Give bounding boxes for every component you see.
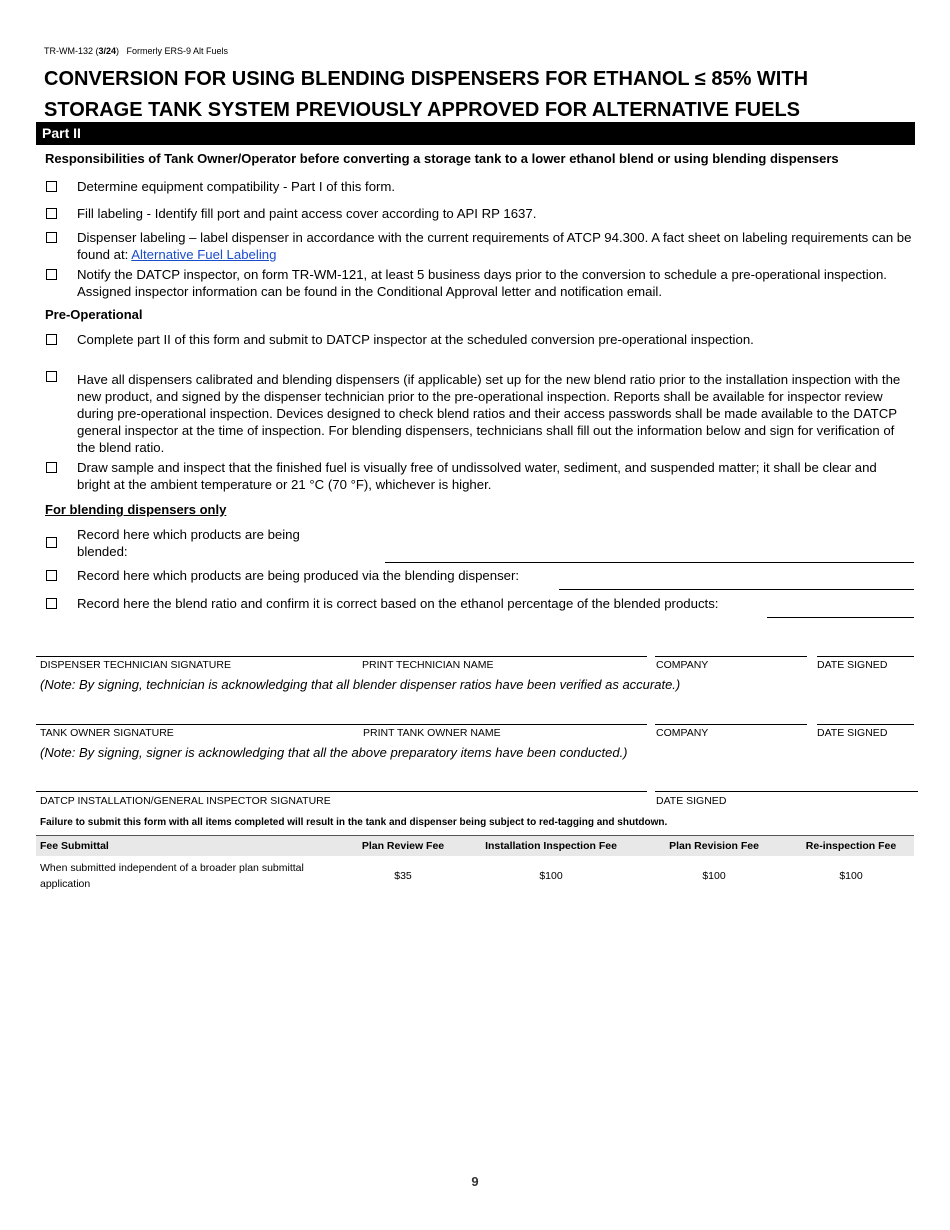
item-blend-ratio: Record here the blend ratio and confirm it is correct based on the ethanol percentage of the blended products:	[77, 596, 719, 611]
item-compatibility: Determine equipment compatibility - Part I of this form.	[77, 179, 396, 194]
item-notify-inspector: Notify the DATCP inspector, on form TR-WM-121, at least 5 business days prior to the conversion to schedule a pre-operational inspection. Assigned inspector information can be found in the Conditional Approval letter and notification email.	[77, 267, 887, 299]
page-title	[44, 64, 924, 126]
dispenser-labeling-text: Dispenser labeling – label dispenser in accordance with the current requirements of ATCP 94.300. A fact sheet on labeling requirements can be found at:	[77, 230, 912, 262]
owner-signature-label: TANK OWNER SIGNATURE	[40, 727, 174, 739]
responsibilities-heading: Responsibilities of Tank Owner/Operator before converting a storage tank to a lower ethanol blend or using blending dispensers	[45, 151, 839, 166]
technician-date-line[interactable]	[817, 656, 914, 657]
owner-company-line[interactable]	[655, 724, 807, 725]
technician-signature-label: DISPENSER TECHNICIAN SIGNATURE	[40, 659, 231, 671]
inspector-date-line[interactable]	[655, 791, 918, 792]
part-header: Part II	[36, 122, 915, 145]
blending-heading: For blending dispensers only	[45, 502, 227, 517]
failure-notice: Failure to submit this form with all items completed will result in the tank and dispenser being subject to red-tagging and shutdown.	[40, 817, 668, 828]
fee-cell-description: When submitted independent of a broader plan submittal application	[40, 862, 304, 890]
item-products-produced: Record here which products are being produced via the blending dispenser:	[77, 568, 520, 583]
checkbox-products-produced[interactable]	[46, 570, 57, 581]
item-calibrate-dispensers: Have all dispensers calibrated and blending dispensers (if applicable) set up for the new blend ratio prior to the installation inspection with the new product, and signed by the dispenser technician prior to the pre-operational inspection. Reports shall be available for inspector review during pre-operational inspection. Devices designed to check blend ratios and their access passwords shall be made available to the DATCP general inspector at the time of inspection. For blending dispensers, technicians shall fill out the information below and sign for verification of the blend ratio.	[77, 372, 901, 455]
table-row	[36, 856, 914, 896]
checkbox-draw-sample[interactable]	[46, 462, 57, 473]
owner-note: (Note: By signing, signer is acknowledging that all the above preparatory items have been conducted.)	[40, 745, 628, 760]
owner-name-label: PRINT TANK OWNER NAME	[363, 727, 501, 739]
fee-header-plan-review: Plan Review Fee	[344, 836, 462, 857]
title-line-1: CONVERSION FOR USING BLENDING DISPENSERS FOR ETHANOL ≤ 85% WITH	[44, 68, 809, 90]
fee-header-reinspection: Re-inspection Fee	[788, 836, 914, 857]
item-products-blended: Record here which products are being blended:	[77, 527, 300, 559]
page-number: 9	[471, 1174, 479, 1189]
checkbox-dispenser-labeling[interactable]	[46, 232, 57, 243]
technician-company-line[interactable]	[655, 656, 807, 657]
products-produced-line[interactable]	[559, 589, 914, 590]
checkbox-calibrate-dispensers[interactable]	[46, 371, 57, 382]
fee-header-plan-revision: Plan Revision Fee	[640, 836, 788, 857]
checkbox-compatibility[interactable]	[46, 181, 57, 192]
form-number: TR-WM-132 (3/24) Formerly ERS-9 Alt Fuels	[44, 46, 229, 56]
technician-name-label: PRINT TECHNICIAN NAME	[362, 659, 494, 671]
fee-table-header	[36, 836, 914, 857]
title-line-2: STORAGE TANK SYSTEM PREVIOUSLY APPROVED FOR ALTERNATIVE FUELS	[44, 99, 801, 121]
alternative-fuel-labeling-link[interactable]: Alternative Fuel Labeling	[131, 247, 277, 262]
owner-company-label: COMPANY	[656, 727, 709, 739]
checkbox-blend-ratio[interactable]	[46, 598, 57, 609]
inspector-signature-line[interactable]	[36, 791, 647, 792]
blend-ratio-line[interactable]	[767, 617, 914, 618]
revision-date: 3/24	[98, 46, 117, 56]
pre-operational-heading: Pre-Operational	[45, 307, 143, 322]
technician-company-label: COMPANY	[656, 659, 709, 671]
formerly-note: Formerly ERS-9 Alt Fuels	[126, 46, 229, 56]
owner-date-line[interactable]	[817, 724, 914, 725]
owner-date-label: DATE SIGNED	[817, 727, 888, 739]
item-draw-sample: Draw sample and inspect that the finished fuel is visually free of undissolved water, sediment, and suspended matter; it shall be clear and bright at the ambient temperature or 21 °C (70 °F), whichever is higher.	[77, 460, 877, 492]
technician-signature-line[interactable]	[36, 656, 647, 657]
checkbox-products-blended[interactable]	[46, 537, 57, 548]
checkbox-notify-inspector[interactable]	[46, 269, 57, 280]
inspector-date-label: DATE SIGNED	[656, 795, 727, 807]
products-blended-line[interactable]	[385, 562, 914, 563]
fee-cell-installation-inspection: $100	[539, 870, 563, 882]
fee-header-submittal: Fee Submittal	[36, 836, 344, 857]
fee-table	[36, 835, 914, 896]
technician-note: (Note: By signing, technician is acknowledging that all blender dispenser ratios have been verified as accurate.)	[40, 677, 681, 692]
fee-cell-plan-review: $35	[394, 870, 412, 882]
technician-date-label: DATE SIGNED	[817, 659, 888, 671]
fee-header-installation-inspection: Installation Inspection Fee	[462, 836, 640, 857]
fee-cell-reinspection: $100	[839, 870, 863, 882]
checkbox-fill-labeling[interactable]	[46, 208, 57, 219]
owner-signature-line[interactable]	[36, 724, 647, 725]
item-dispenser-labeling	[77, 229, 912, 263]
item-complete-part-two: Complete part II of this form and submit to DATCP inspector at the scheduled conversion pre-operational inspection.	[77, 332, 754, 347]
item-fill-labeling: Fill labeling - Identify fill port and paint access cover according to API RP 1637.	[77, 206, 537, 221]
checkbox-complete-part-two[interactable]	[46, 334, 57, 345]
form-id: TR-WM-132	[44, 46, 93, 56]
fee-cell-plan-revision: $100	[702, 870, 726, 882]
inspector-signature-label: DATCP INSTALLATION/GENERAL INSPECTOR SIGNATURE	[40, 795, 331, 807]
